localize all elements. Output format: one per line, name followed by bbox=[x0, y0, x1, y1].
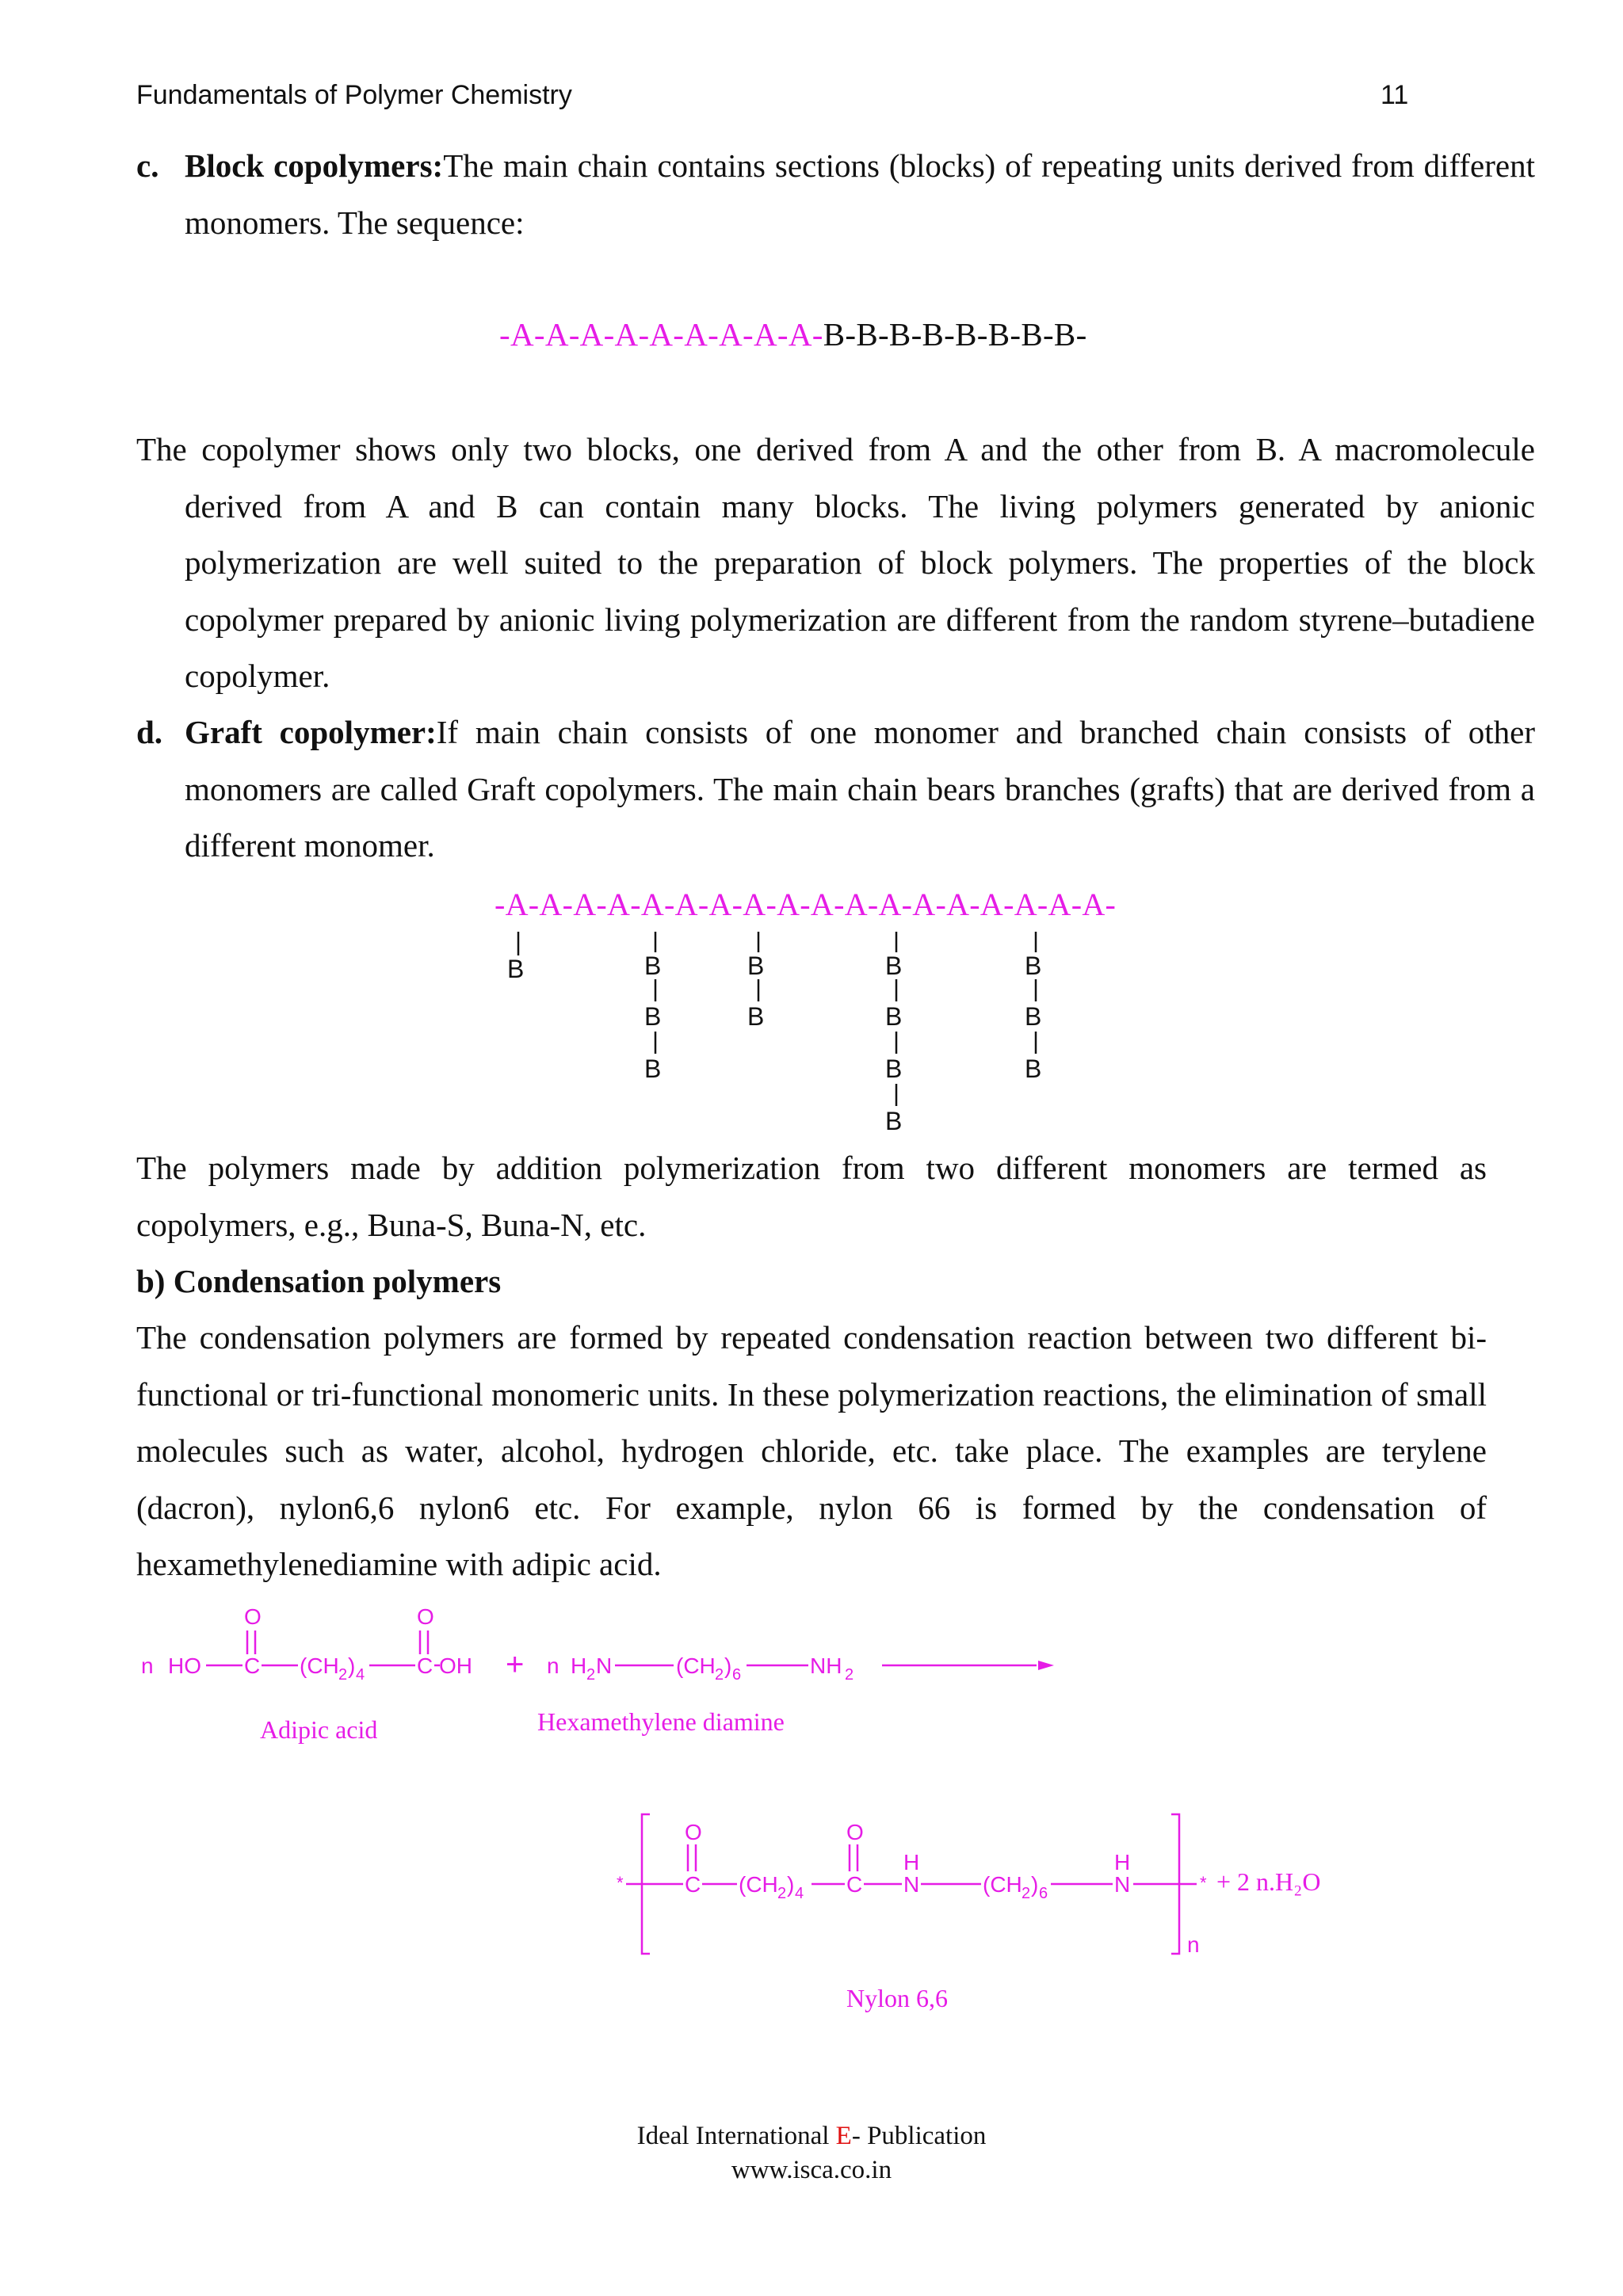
condensation-paragraph: The condensation polymers are formed by repeated condensation reaction between two different bi-functional or tri-functional monomeric units. In these polymerization reactions, the elimination of small molecules such as water, alcohol, hydrogen chloride, etc. take place. The examples are terylene (dacron), nylon6,6 nylon6 etc. For example, nylon 66 is formed by the condensation of hexamethylenediamine with adipic acid. bbox=[136, 1319, 1487, 1582]
branch-unit: B bbox=[1025, 1002, 1042, 1031]
publisher-e-letter: E bbox=[835, 2122, 852, 2150]
graft-diagram bbox=[495, 886, 1144, 1135]
svg-text:2: 2 bbox=[586, 1666, 596, 1684]
condensation-heading: b) Condensation polymers bbox=[136, 1263, 502, 1299]
branch-unit: B bbox=[885, 1055, 903, 1083]
branch-unit: B bbox=[885, 1002, 903, 1031]
graft-copolymer-section bbox=[136, 704, 1535, 875]
item-label-c: c. bbox=[136, 147, 159, 184]
svg-text:HO: HO bbox=[168, 1653, 201, 1678]
branch-unit: B bbox=[1025, 952, 1042, 980]
running-header-title: Fundamentals of Polymer Chemistry bbox=[136, 80, 572, 110]
graft-copolymer-text: If main chain consists of one monomer and branched chain consists of other monomers are called Graft copolymers. The main chain bears branches (grafts) that are derived from a different monomer. bbox=[185, 714, 1535, 864]
graft-main-chain: -A-A-A-A-A-A-A-A-A-A-A-A-A-A-A-A-A-A- bbox=[495, 887, 1117, 922]
svg-text:): ) bbox=[787, 1872, 795, 1897]
svg-text:C: C bbox=[846, 1872, 863, 1897]
repeat-subscript-n: n bbox=[1187, 1932, 1200, 1957]
block-sequence-b: B-B-B-B-B-B-B-B- bbox=[823, 316, 1087, 353]
branch-unit: B bbox=[644, 1055, 662, 1083]
svg-text:*: * bbox=[617, 1873, 624, 1893]
svg-text:4: 4 bbox=[795, 1885, 804, 1902]
svg-text:N: N bbox=[903, 1872, 920, 1897]
branch-unit: B bbox=[1025, 1055, 1042, 1083]
svg-text:4: 4 bbox=[356, 1666, 365, 1684]
svg-text:H: H bbox=[903, 1850, 920, 1875]
svg-text:C: C bbox=[417, 1653, 433, 1678]
svg-text:2: 2 bbox=[777, 1885, 787, 1902]
publisher-name-end: - Publication bbox=[851, 2122, 987, 2150]
footer-publisher bbox=[0, 2122, 1623, 2151]
svg-text:(CH: (CH bbox=[983, 1872, 1022, 1897]
branch-unit: B bbox=[507, 955, 525, 983]
svg-text:): ) bbox=[1031, 1872, 1039, 1897]
coefficient-n: n bbox=[141, 1653, 154, 1678]
svg-text:n: n bbox=[547, 1653, 559, 1678]
graft-copolymer-heading: Graft copolymer: bbox=[185, 714, 437, 750]
block-copolymers-text: The main chain contains sections (blocks) of repeating units derived from different monomers. The sequence: bbox=[185, 147, 1535, 241]
svg-text:O: O bbox=[244, 1604, 262, 1629]
svg-text:(CH: (CH bbox=[676, 1653, 716, 1678]
adipic-acid-label: Adipic acid bbox=[260, 1715, 378, 1744]
svg-text:(CH: (CH bbox=[300, 1653, 339, 1678]
svg-text:2: 2 bbox=[715, 1666, 724, 1684]
svg-text:H: H bbox=[1114, 1850, 1131, 1875]
page-number: 11 bbox=[1381, 80, 1409, 110]
svg-text:C: C bbox=[244, 1653, 261, 1678]
branch-unit: B bbox=[885, 952, 903, 980]
svg-text:O: O bbox=[685, 1820, 702, 1844]
svg-text:): ) bbox=[724, 1653, 732, 1678]
branch-unit: B bbox=[644, 1002, 662, 1031]
svg-text:OH: OH bbox=[439, 1653, 472, 1678]
svg-text:6: 6 bbox=[732, 1666, 742, 1684]
block-sequence-a: -A-A-A-A-A-A-A-A-A- bbox=[499, 316, 823, 353]
publisher-name-start: Ideal International bbox=[636, 2122, 836, 2150]
branch-unit: B bbox=[644, 952, 662, 980]
svg-text:*: * bbox=[1200, 1873, 1207, 1893]
water-byproduct: + 2 n.H₂O bbox=[1216, 1867, 1321, 1896]
svg-text:6: 6 bbox=[1039, 1885, 1048, 1902]
svg-text:N: N bbox=[1114, 1872, 1131, 1897]
block-sequence bbox=[499, 315, 1087, 353]
svg-text:): ) bbox=[348, 1653, 356, 1678]
svg-text:N: N bbox=[596, 1653, 613, 1678]
svg-text:2: 2 bbox=[338, 1666, 348, 1684]
block-copolymers-heading: Block copolymers: bbox=[185, 147, 444, 184]
item-label-d: d. bbox=[136, 714, 163, 750]
svg-text:2: 2 bbox=[845, 1666, 854, 1684]
copolymer-paragraph: The polymers made by addition polymerization from two different monomers are termed as copolymers, e.g., Buna-S, Buna-N, etc. bbox=[136, 1150, 1487, 1243]
graft-branches bbox=[495, 886, 1144, 1123]
svg-text:H: H bbox=[571, 1653, 587, 1678]
svg-text:O: O bbox=[417, 1604, 434, 1629]
block-paragraph: The copolymer shows only two blocks, one derived from A and the other from B. A macromolecule derived from A and B can contain many blocks. The living polymers generated by anionic polymerization are well suited to the preparation of block polymers. The properties of the block copolymer prepared by anionic living polymerization are different from the random styrene–butadiene copolymer. bbox=[136, 431, 1535, 694]
svg-text:2: 2 bbox=[1022, 1885, 1031, 1902]
block-copolymers-section bbox=[136, 138, 1535, 251]
footer-website: www.isca.co.in bbox=[731, 2156, 892, 2184]
svg-text:C: C bbox=[685, 1872, 701, 1897]
branch-unit: B bbox=[747, 1002, 765, 1031]
svg-text:(CH: (CH bbox=[739, 1872, 778, 1897]
svg-text:+: + bbox=[506, 1647, 525, 1682]
svg-text:NH: NH bbox=[810, 1653, 842, 1678]
branch-unit: B bbox=[747, 952, 765, 980]
nylon-label: Nylon 6,6 bbox=[846, 1984, 948, 2012]
svg-text:O: O bbox=[846, 1820, 864, 1844]
branch-unit: B bbox=[885, 1107, 903, 1135]
hexamethylene-diamine-label: Hexamethylene diamine bbox=[537, 1707, 785, 1736]
